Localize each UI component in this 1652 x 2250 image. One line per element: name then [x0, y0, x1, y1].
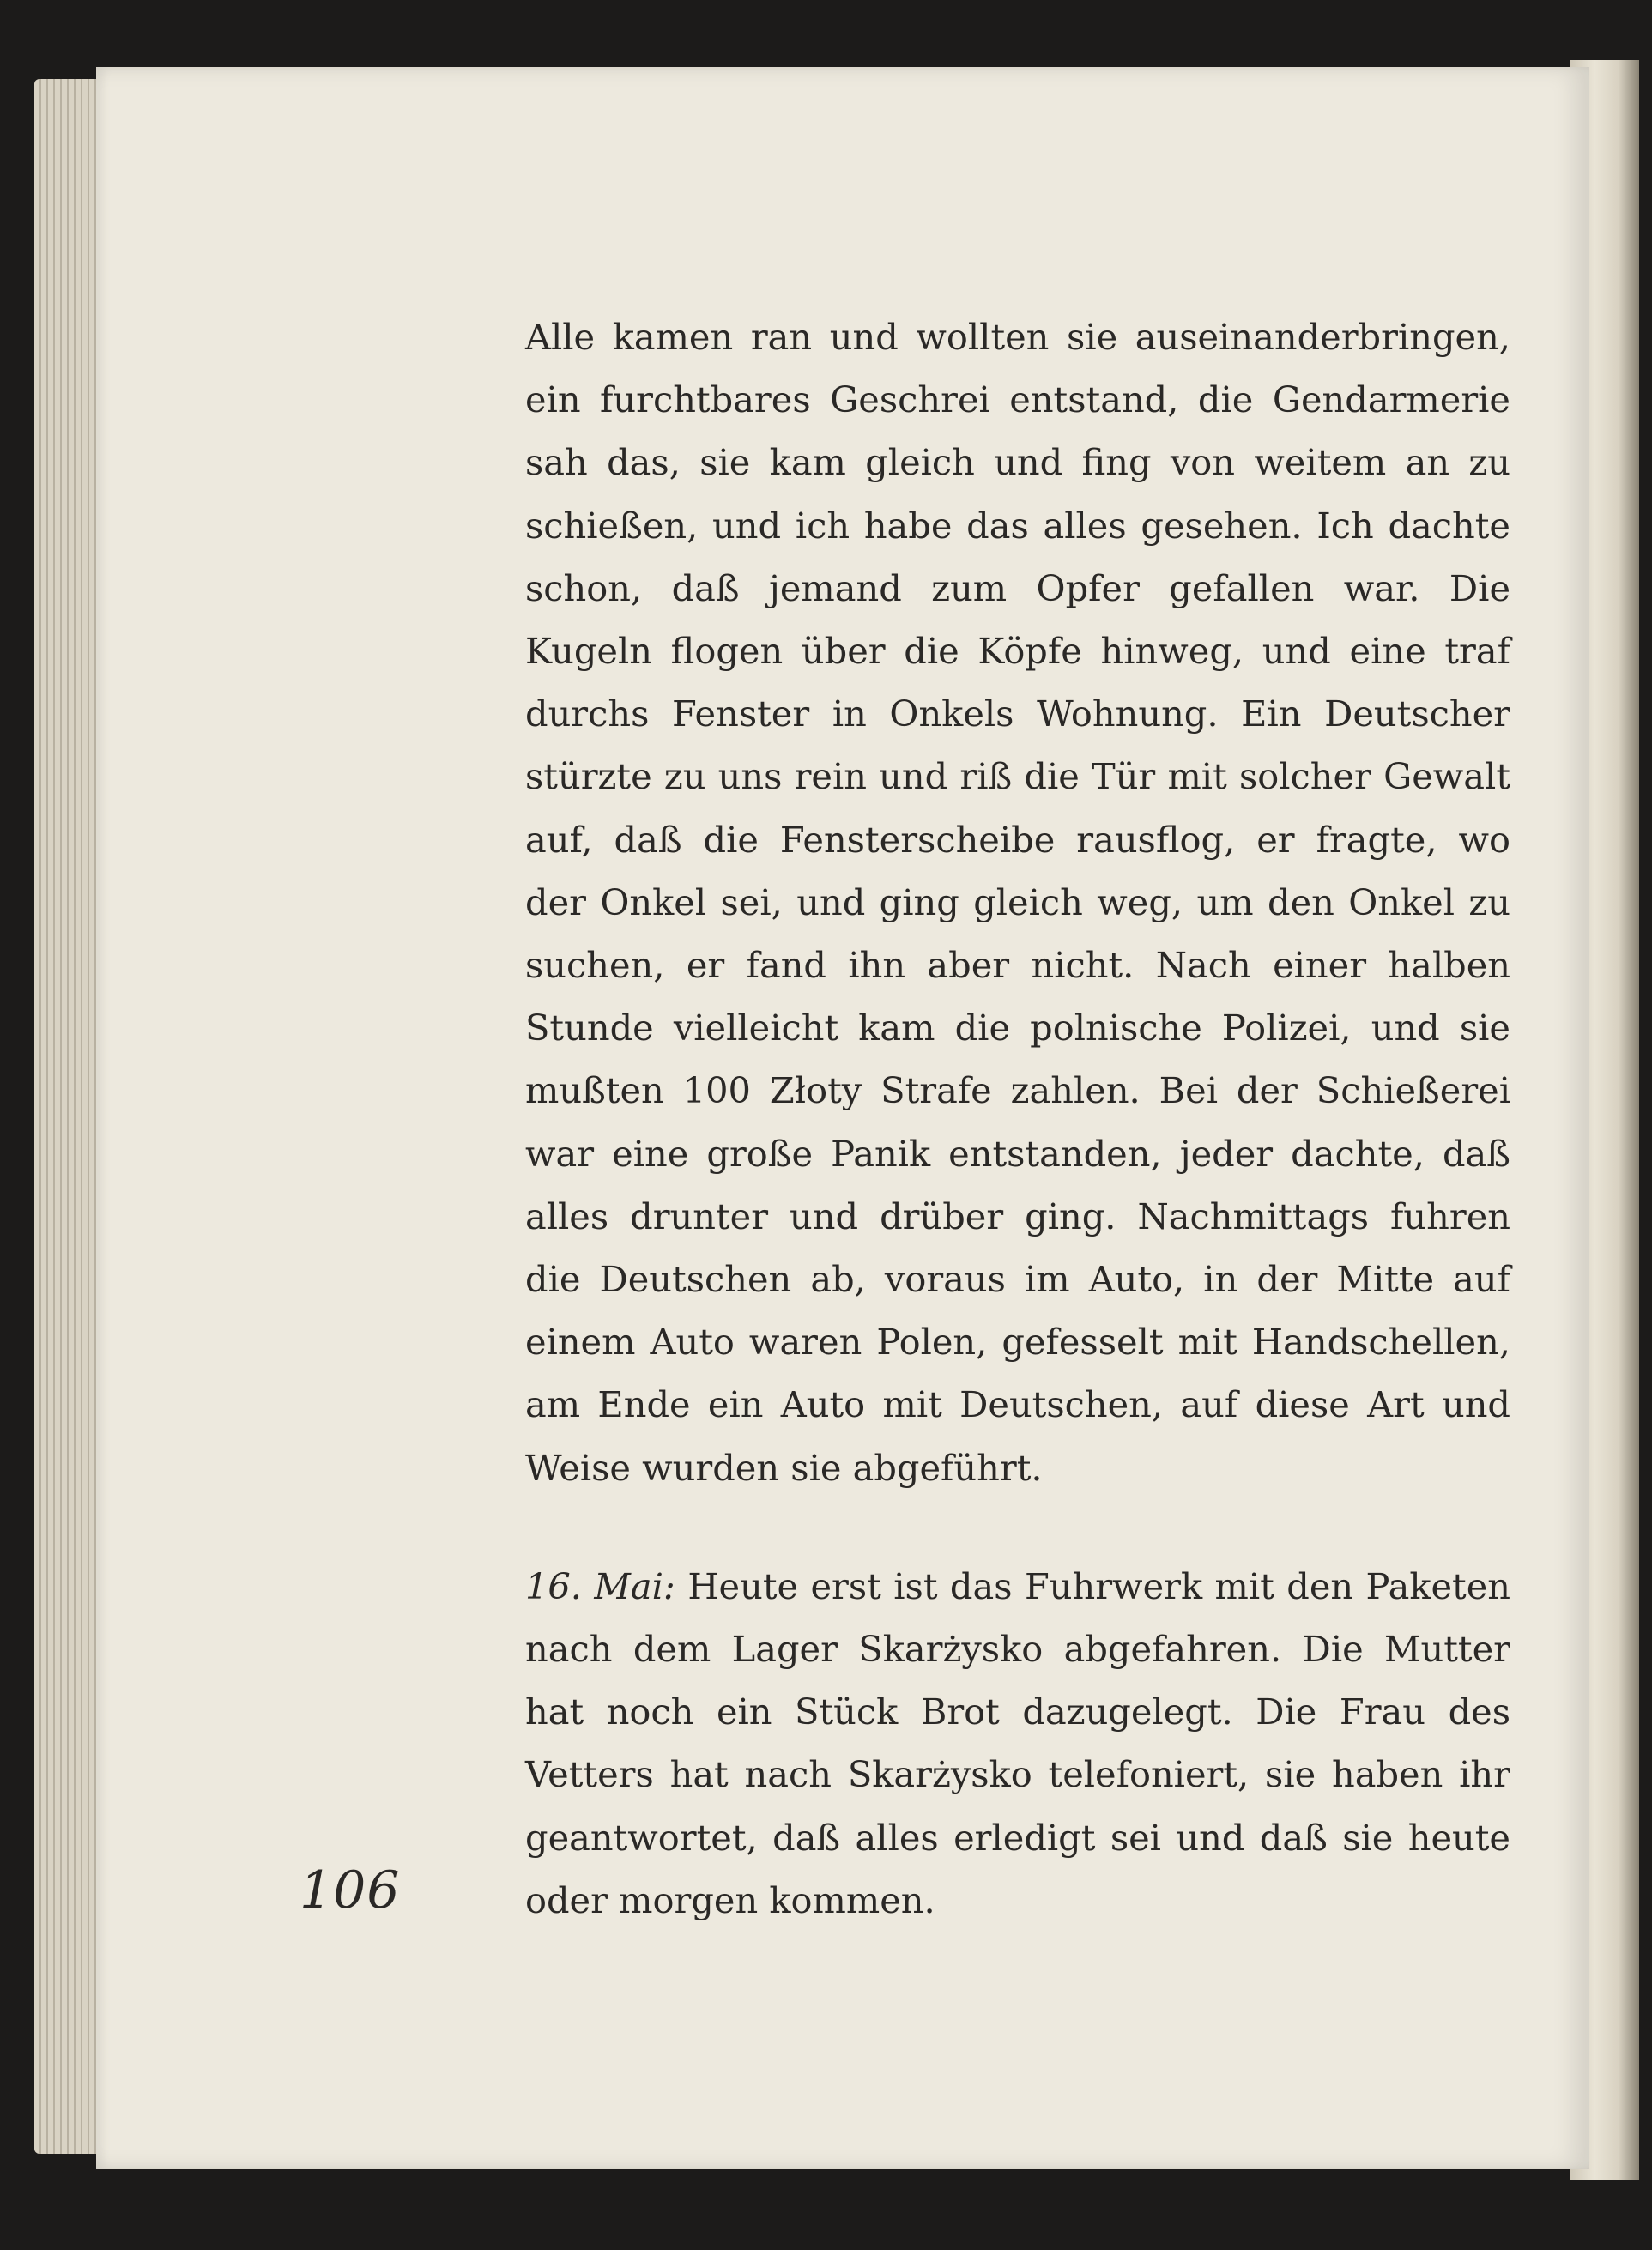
- paragraph-1: [525, 305, 1510, 1499]
- paragraph-2: [525, 1555, 1510, 1932]
- book-page: [96, 67, 1589, 2169]
- diary-date-label: 16. Mai:: [525, 1564, 675, 1607]
- body-text: [525, 305, 1510, 1932]
- paragraph-1-text: Alle kamen ran und wollten sie auseinanderbringen, ein furchtbares Geschrei entstand, die Gendarmerie sah das, sie kam gleich und fing von weitem an zu schießen, und ich habe das alles gesehen. Ich dachte schon, daß jemand zum Opfer gefallen war. Die Kugeln flogen über die Köpfe hinweg, und eine traf durchs Fenster in Onkels Wohnung. Ein Deutscher stürzte zu uns rein und riß die Tür mit solcher Gewalt auf, daß die Fensterscheibe rausflog, er fragte, wo der Onkel sei, und ging gleich weg, um den Onkel zu suchen, er fand ihn aber nicht. Nach einer halben Stunde vielleicht kam die polnische Polizei, und sie mußten 100 Złoty Strafe zahlen. Bei der Schießerei war eine große Panik entstanden, jeder dachte, daß alles drunter und drüber ging. Nachmittags fuhren die Deutschen ab, voraus im Auto, in der Mitte auf einem Auto waren Polen, gefesselt mit Handschellen, am Ende ein Auto mit Deutschen, auf diese Art und Weise wurden sie abgeführt.: [525, 316, 1510, 1489]
- page-number: 106: [300, 1860, 401, 1920]
- page-edges: [34, 79, 103, 2154]
- paragraph-2-text: Heute erst ist das Fuhrwerk mit den Paketen nach dem Lager Skarżysko abgefahren. Die Mutter hat noch ein Stück Brot dazugelegt. Die Frau des Vetters hat nach Skarżysko telefoniert, sie haben ihr geantwortet, daß alles erledigt sei und daß sie heute oder morgen kommen.: [525, 1564, 1510, 1921]
